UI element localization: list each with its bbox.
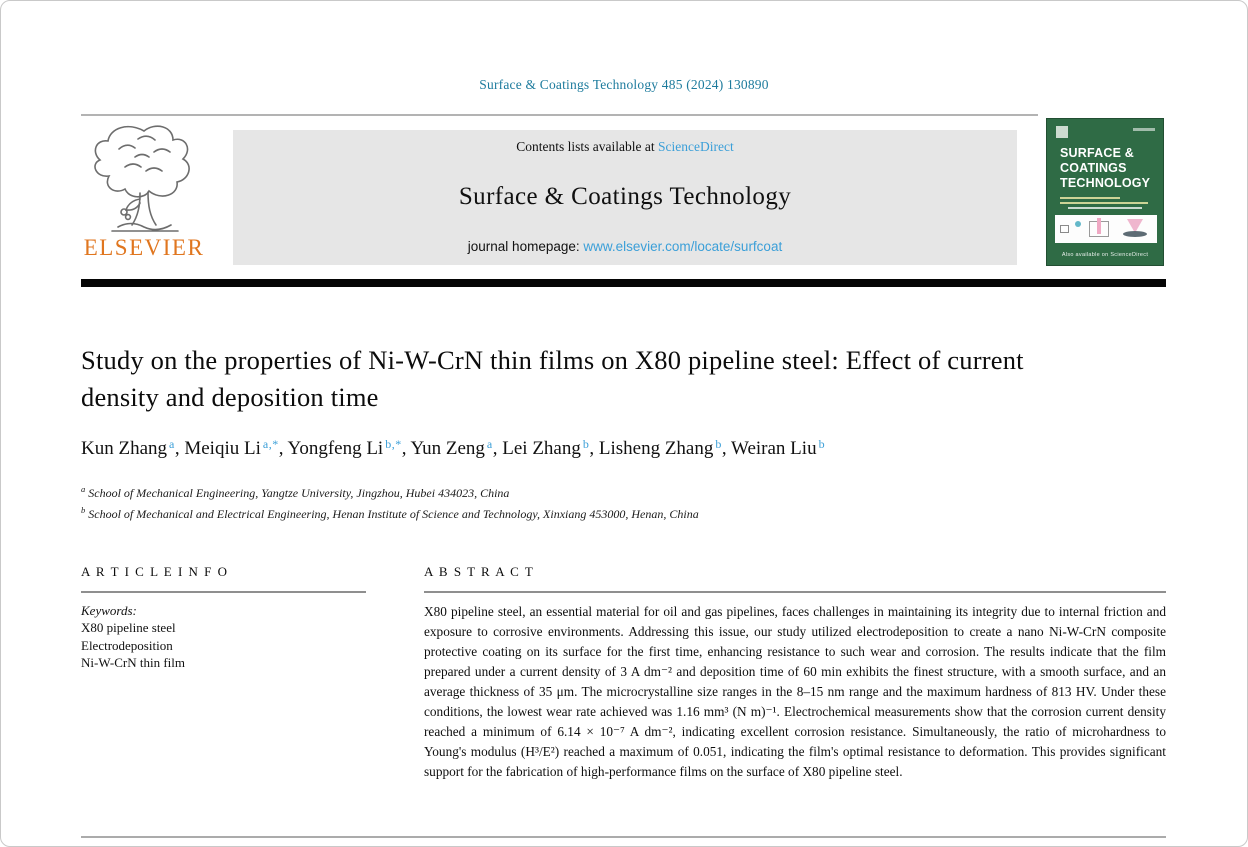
author-affiliation-sup[interactable]: b: [715, 437, 722, 451]
cover-title-line: TECHNOLOGY: [1060, 176, 1151, 190]
author-affiliation-sup[interactable]: b: [818, 437, 826, 451]
author-list: [81, 437, 1141, 460]
contents-prefix: Contents lists available at: [516, 139, 658, 154]
affiliation: [81, 502, 1141, 523]
journal-banner: [233, 130, 1017, 265]
keyword: Electrodeposition: [81, 637, 173, 653]
abstract-heading: A B S T R A C T: [424, 564, 535, 579]
article-info-section: [81, 564, 366, 672]
abstract-section: [424, 564, 1166, 782]
footer-rule: [81, 836, 1166, 838]
affiliation: [81, 481, 1141, 502]
affiliation-sup: b: [81, 505, 86, 515]
author-separator: ,: [278, 438, 288, 459]
affiliation-sup: a: [81, 484, 86, 494]
keyword: Ni-W-CrN thin film: [81, 655, 185, 670]
author-name[interactable]: Yongfeng Li: [287, 438, 384, 459]
elsevier-tree-icon: [88, 119, 200, 237]
author-name[interactable]: Meiqiu Li: [184, 438, 261, 459]
cover-title: [1060, 146, 1150, 191]
header-divider-bar: [81, 279, 1166, 287]
author: [184, 438, 287, 459]
author: [288, 438, 411, 459]
sciencedirect-link[interactable]: ScienceDirect: [658, 139, 734, 154]
elsevier-wordmark: ELSEVIER: [83, 235, 205, 260]
author: [599, 438, 731, 459]
keywords-label: Keywords:: [81, 603, 137, 618]
author: [731, 438, 825, 459]
cover-publisher-mark-icon: [1056, 126, 1068, 138]
author: [411, 438, 503, 459]
homepage-link[interactable]: www.elsevier.com/locate/surfcoat: [583, 239, 783, 254]
journal-title: Surface & Coatings Technology: [458, 183, 792, 210]
cover-sciencedirect-note: Also available on ScienceDirect: [1061, 252, 1149, 258]
journal-citation-link[interactable]: Surface & Coatings Technology 485 (2024) 130890: [479, 77, 769, 92]
author-separator: ,: [589, 438, 599, 459]
header-top-rule: [81, 114, 1038, 116]
author: [502, 438, 599, 459]
contents-line: [516, 139, 733, 155]
author-affiliation-sup[interactable]: a: [486, 437, 493, 451]
author-separator: ,: [174, 438, 185, 459]
author-name[interactable]: Weiran Liu: [731, 438, 817, 459]
article-title: Study on the properties of Ni-W-CrN thin films on X80 pipeline steel: Effect of current density and deposition time: [81, 345, 1024, 412]
author-affiliation-sup[interactable]: a: [169, 437, 175, 451]
author-name[interactable]: Kun Zhang: [81, 438, 168, 459]
homepage-line: [468, 239, 782, 254]
cover-editor-lines: [1060, 197, 1152, 212]
author-affiliation-sup[interactable]: b: [582, 437, 590, 451]
author-name[interactable]: Lei Zhang: [502, 438, 581, 459]
author-separator: ,: [401, 438, 411, 459]
homepage-prefix: journal homepage:: [467, 239, 584, 254]
cover-figure-strip: [1055, 215, 1157, 243]
author-name[interactable]: Yun Zeng: [410, 438, 485, 459]
abstract-rule: [424, 591, 1166, 593]
author-separator: ,: [492, 438, 503, 459]
abstract-text: X80 pipeline steel, an essential material for oil and gas pipelines, faces challenges in maintaining its integrity due to internal friction and exposure to corrosive environments. Addressing this issue, our study utilized electrodeposition to create a nano Ni-W-CrN composite protective coating on its surface for the first time, enhancing resistance to such wear and corrosion. The results indicate that the film prepared under a current density of 3 A dm⁻² and deposition time of 60 min exhibits the finest structure, with a smooth surface, and an average thickness of 35 μm. The microcrystalline size ranges in the 8–15 nm range and the maximum hardness of 813 HV. Under these conditions, the lowest wear rate achieved was 1.16 mm³ (N m)⁻¹. Electrochemical measurements show that the corrosion current density reached a minimum of 6.14 × 10⁻⁷ A dm⁻², indicating excellent corrosion resistance. Simultaneously, the ratio of microhardness to Young's modulus (H³/E²) reached a maximum of 0.051, indicating the film's optimal resistance to deformation. This provides significant support for the fabrication of high-performance films on the surface of X80 pipeline steel.: [424, 604, 1166, 779]
keyword-list: [81, 619, 366, 672]
author-name[interactable]: Lisheng Zhang: [598, 438, 714, 459]
elsevier-logo[interactable]: [79, 119, 209, 269]
cover-issue-info: [1133, 128, 1155, 131]
article-info-rule: [81, 591, 366, 593]
author-affiliation-sup[interactable]: a,*: [262, 437, 279, 451]
cover-title-line: SURFACE &: [1060, 146, 1135, 160]
author: [81, 438, 184, 459]
journal-cover-thumbnail[interactable]: [1046, 118, 1164, 266]
cover-title-line: COATINGS: [1060, 161, 1127, 175]
affiliation-list: [81, 481, 1141, 523]
author-affiliation-sup[interactable]: b,*: [385, 437, 402, 451]
keyword: X80 pipeline steel: [81, 620, 176, 635]
author-separator: ,: [721, 438, 732, 459]
affiliation-text: School of Mechanical and Electrical Engineering, Henan Institute of Science and Technology, Xinxiang 453000, Henan, China: [88, 507, 699, 521]
article-info-heading: A R T I C L E I N F O: [81, 564, 229, 579]
affiliation-text: School of Mechanical Engineering, Yangtze University, Jingzhou, Hubei 434023, China: [88, 486, 510, 500]
